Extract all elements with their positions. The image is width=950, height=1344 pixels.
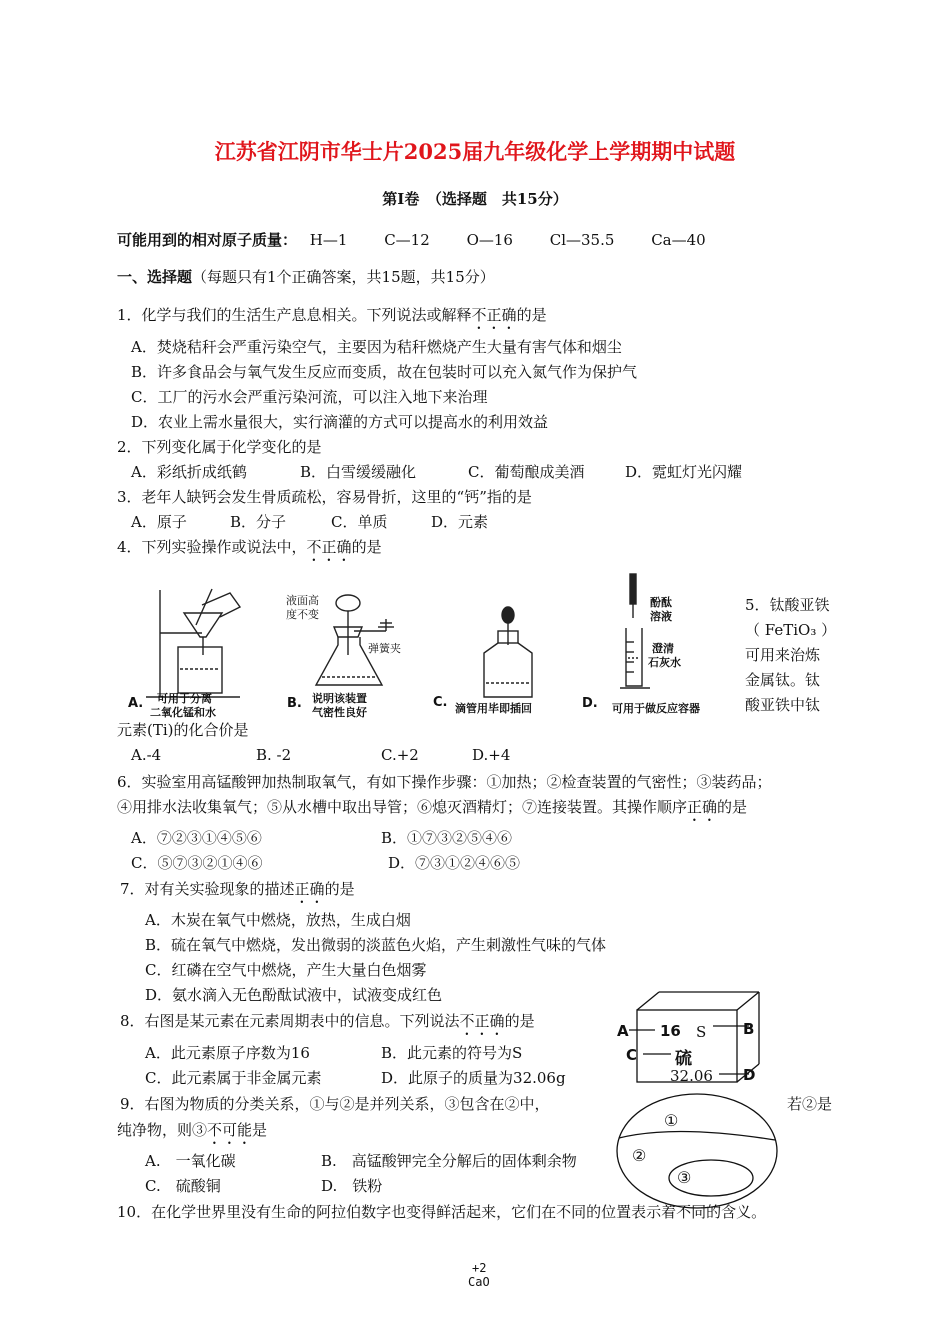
q3-option-c: C．单质 (331, 513, 388, 531)
q1-option-d: D．农业上需水量很大，实行滴灌的方式可以提高水的利用效益 (131, 413, 549, 431)
figure-c-caption: 滴管用毕即插回 (455, 702, 532, 715)
q7-stem-text: 7．对有关实验现象的描述 (120, 880, 295, 898)
figure-d-top-2: 溶液 (650, 610, 672, 623)
q4-stem-emphasis: 不正确 (306, 538, 352, 556)
q4-stem-text: 4．下列实验操作或说法中， (117, 538, 307, 556)
q6-line-2-emphasis: 正确 (687, 798, 718, 816)
q6-line-2-end: 的是 (717, 798, 748, 816)
part1-heading-line (117, 267, 495, 287)
q1-option-c: C．工厂的污水会严重污染河流，可以注入地下来治理 (131, 388, 488, 406)
q2-option-b: B．白雪缓缓融化 (300, 463, 417, 481)
q9-line-2 (117, 1120, 267, 1148)
q1-stem-end: 的是 (516, 306, 547, 324)
figure-b-letter: B. (287, 696, 302, 711)
q5-side-line-1: 5．钛酸亚铁 (745, 596, 830, 614)
footer-charge: +2 (472, 1261, 487, 1275)
circle-label-3: ③ (677, 1168, 692, 1187)
q2-option-d: D．霓虹灯光闪耀 (625, 463, 743, 481)
q6-option-b: B．①⑦③②⑤④⑥ (381, 829, 513, 847)
q9-line-2-text: 纯净物，则③ (117, 1121, 208, 1139)
q9-line-1: 9．右图为物质的分类关系，①与②是并列关系，③包含在②中， (120, 1095, 550, 1113)
dropper-bottle-figure (478, 605, 538, 700)
q5-option-c: C.+2 (381, 746, 419, 764)
atomic-mass-line (117, 230, 706, 250)
q7-stem-end: 的是 (324, 880, 355, 898)
q8-stem-end: 的是 (504, 1012, 535, 1030)
atomic-mass-c: C—12 (384, 231, 430, 249)
filtration-apparatus-figure (140, 585, 250, 705)
q5-option-b: B. -2 (256, 746, 292, 764)
figure-d-top-1: 酚酞 (650, 596, 672, 609)
tile-atomic-mass: 32.06 (670, 1067, 713, 1085)
figure-b-caption-1: 说明该装置 (312, 692, 367, 705)
q2-option-a: A．彩纸折成纸鹤 (131, 463, 247, 481)
tile-label-d: D (743, 1066, 756, 1084)
figure-c-letter: C. (433, 695, 448, 710)
atomic-mass-h: H—1 (309, 231, 348, 249)
q9-line-2-emphasis: 不可能 (207, 1121, 253, 1139)
figure-b-clip-label: 弹簧夹 (368, 642, 401, 655)
q8-stem-emphasis: 不正确 (459, 1012, 505, 1030)
q6-line-1: 6．实验室用高锰酸钾加热制取氧气，有如下操作步骤：①加热；②检查装置的气密性；③装药品； (117, 773, 772, 791)
q8-option-a: A．此元素原子序数为16 (145, 1044, 310, 1062)
q3-option-d: D．元素 (431, 513, 489, 531)
q5-option-d: D.+4 (472, 746, 511, 764)
part1-heading: 一、选择题 (117, 268, 193, 286)
figure-d-caption: 可用于做反应容器 (612, 702, 700, 715)
q8-stem (120, 1011, 535, 1039)
q7-option-c: C．红磷在空气中燃烧，产生大量白色烟雾 (145, 961, 427, 979)
q10-stem: 10．在化学世界里没有生命的阿拉伯数字也变得鲜活起来，它们在不同的位置表示着不同的含义。 (117, 1203, 767, 1221)
q5-option-a: A.-4 (131, 746, 162, 764)
q6-option-c: C．⑤⑦③②①④⑥ (131, 854, 263, 872)
q3-option-a: A．原子 (131, 513, 187, 531)
circle-label-1: ① (664, 1111, 679, 1130)
q3-option-b: B．分子 (230, 513, 287, 531)
footer-formula: CaO (468, 1275, 490, 1289)
q9-option-b: B. 高锰酸钾完全分解后的固体剩余物 (321, 1152, 577, 1170)
airtightness-apparatus-figure (310, 585, 420, 690)
tile-label-b: B (743, 1020, 755, 1038)
q6-line-2 (117, 797, 747, 825)
q6-line-2-text: ④用排水法收集氧气；⑤从水槽中取出导管；⑥熄灭酒精灯；⑦连接装置。其操作顺序 (117, 798, 688, 816)
q5-side-line-4: 金属钛。钛 (745, 671, 821, 689)
q2-stem: 2．下列变化属于化学变化的是 (117, 438, 322, 456)
q7-option-d: D．氨水滴入无色酚酞试液中，试液变成红色 (145, 986, 443, 1004)
atomic-mass-label: 可能用到的相对原子质量： (117, 231, 298, 249)
q6-option-a: A．⑦②③①④⑤⑥ (131, 829, 262, 847)
q7-stem-emphasis: 正确 (294, 880, 325, 898)
q3-stem: 3．老年人缺钙会发生骨质疏松，容易骨折，这里的“钙”指的是 (117, 488, 532, 506)
graduated-cylinder-figure (620, 572, 680, 697)
q8-option-d: D．此原子的质量为32.06g (381, 1069, 566, 1087)
tile-label-a: A (617, 1022, 629, 1040)
figure-d-mid-2: 石灰水 (648, 656, 681, 669)
page-title: 江苏省江阴市华士片2025届九年级化学上学期期中试题 (214, 139, 736, 164)
q1-option-a: A．焚烧秸秆会严重污染空气，主要因为秸秆燃烧产生大量有害气体和烟尘 (131, 338, 622, 356)
q4-stem (117, 537, 382, 565)
figure-d-letter: D. (582, 696, 598, 711)
q1-stem-text: 1．化学与我们的生活生产息息相关。下列说法或解释 (117, 306, 472, 324)
q8-stem-text: 8．右图是某元素在元素周期表中的信息。下列说法 (120, 1012, 460, 1030)
q5-side-line-5: 酸亚铁中钛 (745, 696, 821, 714)
part1-note: （每题只有1个正确答案，共15题，共15分） (192, 268, 495, 286)
atomic-mass-cl: Cl—35.5 (549, 231, 615, 249)
q5-continuation: 元素(Ti)的化合价是 (117, 721, 249, 739)
q6-option-d: D．⑦③①②④⑥⑤ (388, 854, 521, 872)
q9-option-c: C. 硫酸铜 (145, 1177, 221, 1195)
atomic-mass-ca: Ca—40 (651, 231, 706, 249)
q8-option-b: B．此元素的符号为S (381, 1044, 523, 1062)
q9-option-d: D. 铁粉 (321, 1177, 383, 1195)
figure-b-note-2: 度不变 (286, 608, 319, 621)
q7-stem (120, 879, 355, 907)
atomic-mass-o: O—16 (466, 231, 513, 249)
q7-option-a: A．木炭在氧气中燃烧，放热，生成白烟 (145, 911, 411, 929)
q9-line-1-right: 若②是 (787, 1095, 833, 1113)
figure-d-mid-1: 澄清 (652, 642, 674, 655)
q9-line-2-end: 是 (252, 1121, 268, 1139)
figure-a-letter: A. (128, 696, 144, 711)
figure-a-caption-2: 二氧化锰和水 (150, 706, 216, 719)
q4-stem-end: 的是 (351, 538, 382, 556)
q1-option-b: B．许多食品会与氧气发生反应而变质，故在包装时可以充入氮气作为保护气 (131, 363, 638, 381)
q7-option-b: B．硫在氧气中燃烧，发出微弱的淡蓝色火焰，产生刺激性气味的气体 (145, 936, 607, 954)
figure-a-caption-1: 可用于分离 (157, 692, 212, 705)
q1-stem (117, 305, 547, 333)
tile-label-c: C (626, 1046, 638, 1064)
q2-option-c: C．葡萄酿成美酒 (468, 463, 585, 481)
figure-b-note-1: 液面高 (286, 594, 319, 607)
q5-side-line-3: 可用来治炼 (745, 646, 821, 664)
tile-symbol: S (696, 1023, 707, 1041)
q5-side-line-2: （ FeTiO₃ ） (745, 621, 837, 639)
circle-label-2: ② (632, 1146, 647, 1165)
q9-option-a: A. 一氧化碳 (145, 1152, 236, 1170)
section-heading: 第Ⅰ卷 （选择题 共15分） (382, 190, 568, 208)
q8-option-c: C．此元素属于非金属元素 (145, 1069, 322, 1087)
tile-element-name: 硫 (675, 1049, 692, 1069)
figure-b-caption-2: 气密性良好 (312, 706, 367, 719)
q1-stem-emphasis: 不正确 (471, 306, 517, 324)
tile-atomic-number: 16 (660, 1022, 681, 1040)
